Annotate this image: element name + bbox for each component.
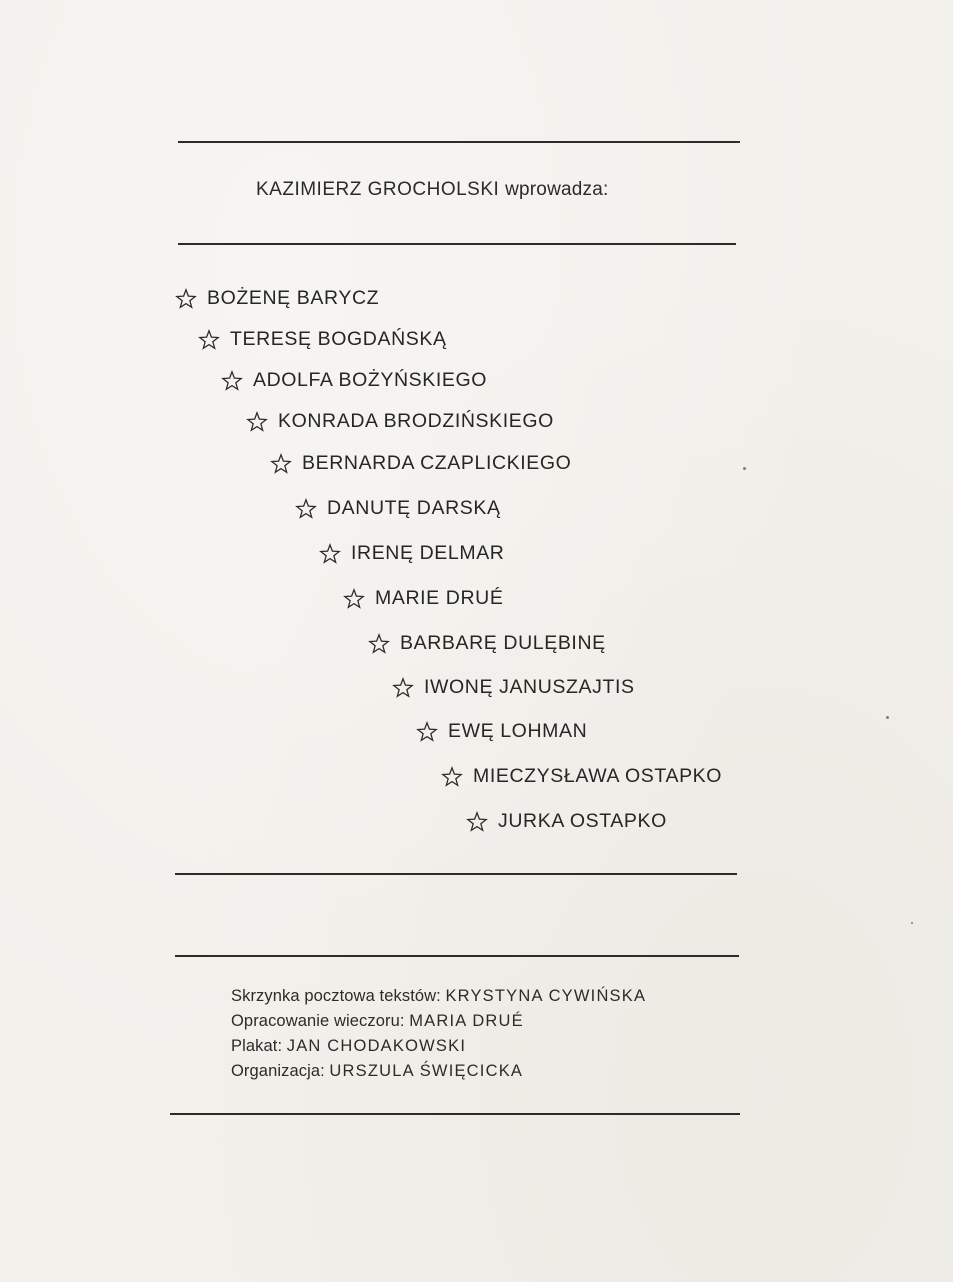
- performer-name: KONRADA BRODZIŃSKIEGO: [278, 410, 554, 432]
- divider-line: [175, 955, 739, 957]
- credit-role: Opracowanie wieczoru:: [231, 1012, 405, 1030]
- star-outline-icon: [270, 453, 292, 475]
- performer-item: [198, 328, 447, 351]
- credit-role: Plakat:: [231, 1037, 283, 1055]
- credit-line: [231, 1009, 646, 1034]
- performer-item: [246, 410, 554, 433]
- credit-line: [231, 1059, 646, 1084]
- credit-line: [231, 984, 646, 1009]
- credit-person: URSZULA ŚWIĘCICKA: [329, 1062, 524, 1080]
- star-outline-icon: [392, 677, 414, 699]
- performer-name: EWĘ LOHMAN: [448, 720, 588, 742]
- star-outline-icon: [198, 329, 220, 351]
- credit-role: Organizacja:: [231, 1062, 325, 1080]
- paper-speck: [911, 922, 913, 924]
- performer-item: [466, 810, 667, 833]
- performer-name: ADOLFA BOŻYŃSKIEGO: [253, 369, 488, 391]
- performer-name: BOŻENĘ BARYCZ: [207, 287, 380, 309]
- star-outline-icon: [441, 766, 463, 788]
- performer-name: BARBARĘ DULĘBINĘ: [400, 632, 606, 654]
- performer-name: BERNARDA CZAPLICKIEGO: [302, 452, 572, 474]
- presenter-name: KAZIMIERZ GROCHOLSKI: [256, 179, 500, 200]
- performer-item: [392, 676, 635, 699]
- performer-item: [416, 720, 587, 743]
- star-outline-icon: [368, 633, 390, 655]
- star-outline-icon: [246, 411, 268, 433]
- performer-item: [441, 765, 722, 788]
- performer-name: MARIE DRUÉ: [375, 587, 504, 609]
- performer-item: [319, 542, 504, 565]
- performer-name: TERESĘ BOGDAŃSKĄ: [230, 328, 447, 350]
- presenter-verb: wprowadza:: [505, 179, 609, 200]
- star-outline-icon: [175, 288, 197, 310]
- performer-item: [343, 587, 503, 610]
- performer-item: [368, 632, 606, 655]
- star-outline-icon: [466, 811, 488, 833]
- paper-speck: [743, 467, 746, 470]
- performer-item: [175, 287, 379, 310]
- divider-line: [175, 873, 737, 875]
- star-outline-icon: [221, 370, 243, 392]
- performer-name: IWONĘ JANUSZAJTIS: [424, 676, 635, 698]
- credit-role: Skrzynka pocztowa tekstów:: [231, 987, 441, 1005]
- divider-line: [170, 1113, 740, 1115]
- performer-item: [295, 497, 501, 520]
- performer-name: JURKA OSTAPKO: [498, 810, 667, 832]
- performer-item: [221, 369, 487, 392]
- credit-person: MARIA DRUÉ: [409, 1012, 524, 1030]
- credit-person: KRYSTYNA CYWIŃSKA: [445, 987, 647, 1005]
- credit-line: [231, 1034, 646, 1059]
- credits-block: [231, 984, 646, 1084]
- star-outline-icon: [295, 498, 317, 520]
- star-outline-icon: [319, 543, 341, 565]
- performer-item: [270, 452, 571, 475]
- paper-speck: [886, 716, 889, 719]
- performer-name: MIECZYSŁAWA OSTAPKO: [473, 765, 723, 787]
- credit-person: JAN CHODAKOWSKI: [286, 1037, 467, 1055]
- performer-name: IRENĘ DELMAR: [351, 542, 505, 564]
- performer-name: DANUTĘ DARSKĄ: [327, 497, 501, 519]
- star-outline-icon: [343, 588, 365, 610]
- star-outline-icon: [416, 721, 438, 743]
